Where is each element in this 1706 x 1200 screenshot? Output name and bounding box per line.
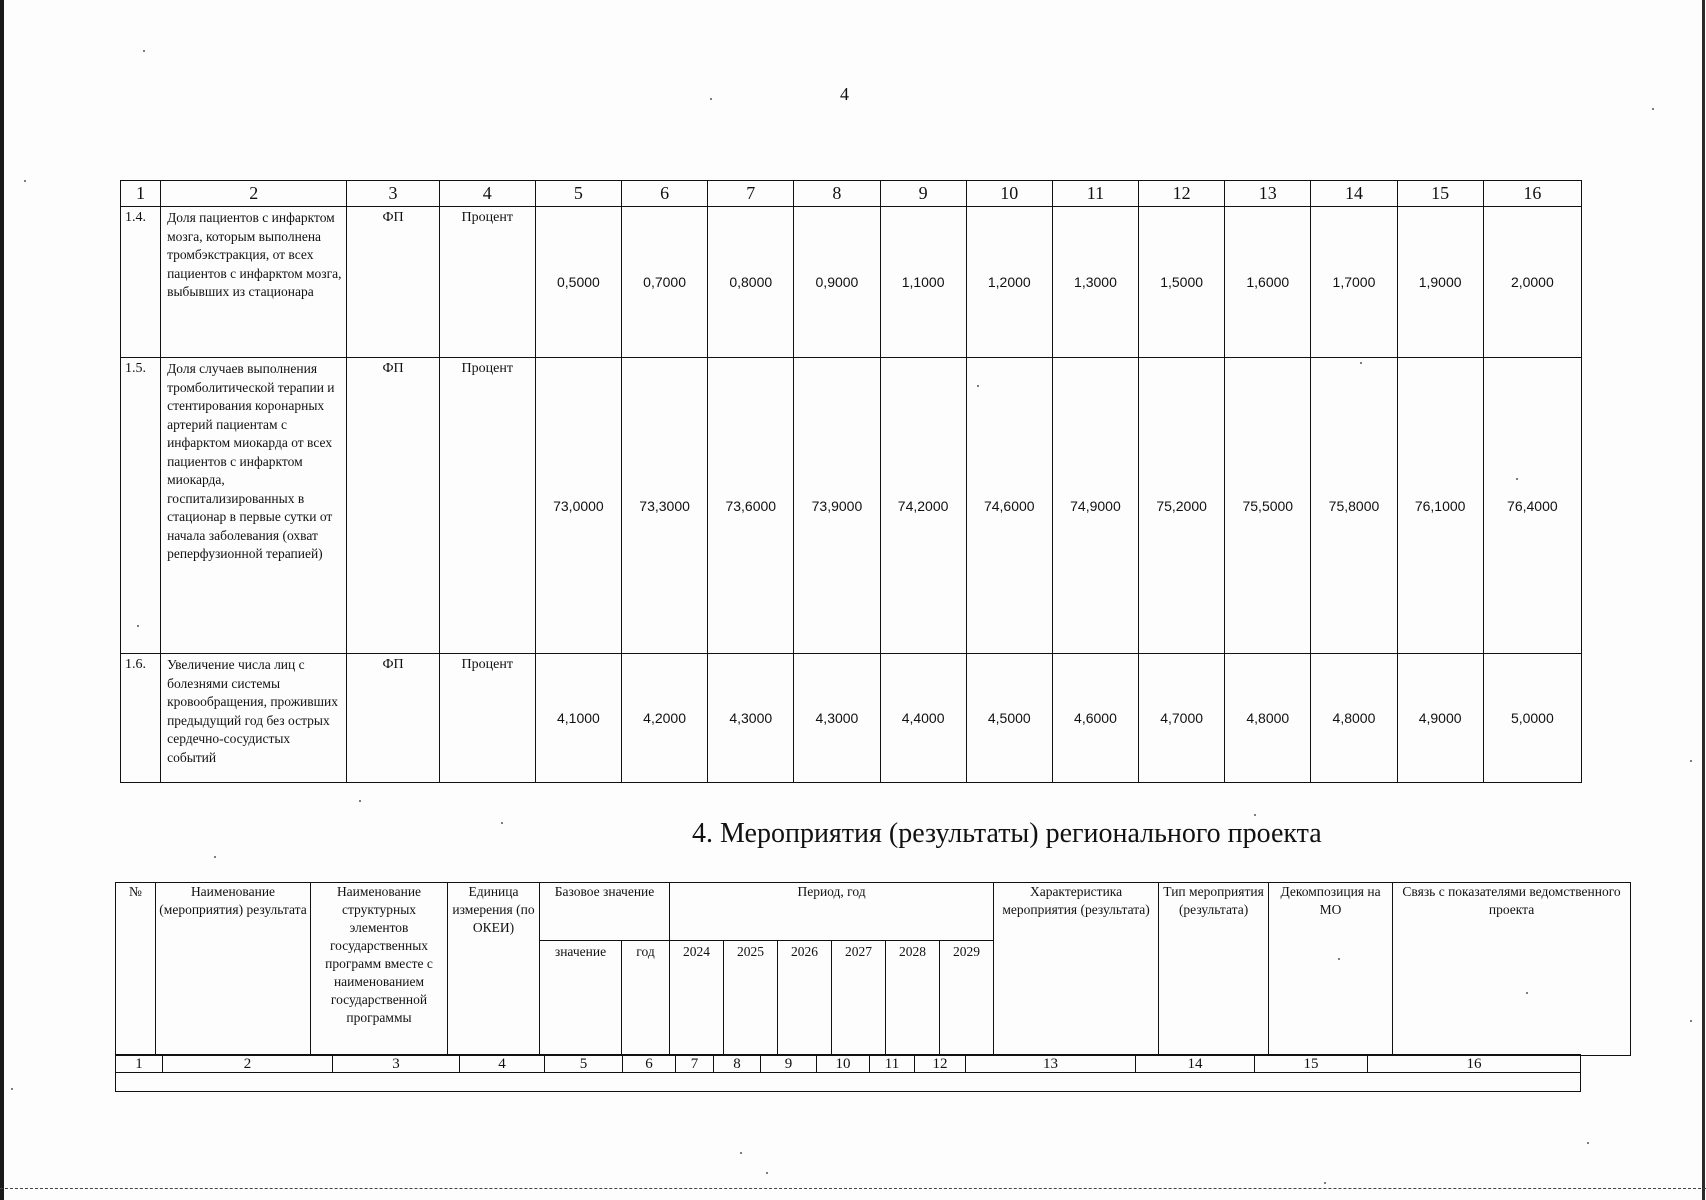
column-number: 15 xyxy=(1397,181,1483,207)
column-number: 6 xyxy=(622,181,708,207)
row-number: 1.6. xyxy=(121,654,161,783)
column-number: 8 xyxy=(794,181,880,207)
indicator-unit: Процент xyxy=(439,358,535,654)
header-characteristic: Характеристика мероприятия (результата) xyxy=(994,883,1159,1056)
indicator-value: 4,1000 xyxy=(535,654,621,783)
empty-cell xyxy=(116,1073,1581,1092)
column-number: 3 xyxy=(347,181,439,207)
column-number: 11 xyxy=(870,1055,915,1073)
indicator-value: 1,2000 xyxy=(966,207,1052,358)
indicator-value: 4,7000 xyxy=(1139,654,1225,783)
indicator-value: 4,5000 xyxy=(966,654,1052,783)
indicator-source: ФП xyxy=(347,358,439,654)
column-number: 14 xyxy=(1311,181,1397,207)
indicator-value: 4,2000 xyxy=(622,654,708,783)
activities-number-strip xyxy=(115,1054,1581,1092)
indicator-value: 1,7000 xyxy=(1311,207,1397,358)
indicator-value: 0,5000 xyxy=(535,207,621,358)
column-number: 12 xyxy=(915,1055,966,1073)
indicator-value: 4,3000 xyxy=(708,654,794,783)
indicator-value: 76,1000 xyxy=(1397,358,1483,654)
column-number: 10 xyxy=(817,1055,870,1073)
indicator-value: 1,5000 xyxy=(1139,207,1225,358)
indicator-value: 73,6000 xyxy=(708,358,794,654)
indicator-row-1-4 xyxy=(121,207,1582,358)
indicator-value: 74,2000 xyxy=(880,358,966,654)
indicator-value: 0,9000 xyxy=(794,207,880,358)
column-number: 4 xyxy=(460,1055,545,1073)
indicator-row-1-6 xyxy=(121,654,1582,783)
column-number: 12 xyxy=(1139,181,1225,207)
column-number: 9 xyxy=(761,1055,817,1073)
header-year: 2025 xyxy=(724,941,778,1056)
column-number: 13 xyxy=(966,1055,1136,1073)
column-number: 16 xyxy=(1483,181,1581,207)
page-number: 4 xyxy=(840,84,849,104)
indicator-source: ФП xyxy=(347,654,439,783)
indicator-value: 4,9000 xyxy=(1397,654,1483,783)
column-number-row xyxy=(121,181,1582,207)
indicator-name: Увеличение числа лиц с болезнями системы кровообращения, проживших предыдущий год без острых сердечно-сосудистых событий xyxy=(161,654,347,783)
column-number: 7 xyxy=(676,1055,714,1073)
row-number: 1.5. xyxy=(121,358,161,654)
indicator-value: 1,9000 xyxy=(1397,207,1483,358)
column-number: 5 xyxy=(535,181,621,207)
column-number: 15 xyxy=(1255,1055,1368,1073)
indicator-value: 74,9000 xyxy=(1052,358,1138,654)
indicator-unit: Процент xyxy=(439,654,535,783)
activities-header-row xyxy=(116,883,1631,941)
column-number: 6 xyxy=(623,1055,676,1073)
header-year: 2027 xyxy=(832,941,886,1056)
indicator-value: 73,9000 xyxy=(794,358,880,654)
indicator-row-1-5 xyxy=(121,358,1582,654)
indicator-value: 4,3000 xyxy=(794,654,880,783)
header-year: 2024 xyxy=(670,941,724,1056)
header-base-value-year: год xyxy=(622,941,670,1056)
column-number: 9 xyxy=(880,181,966,207)
column-number: 2 xyxy=(163,1055,333,1073)
activities-column-number-row xyxy=(116,1055,1581,1073)
indicator-value: 73,0000 xyxy=(535,358,621,654)
indicator-value: 1,6000 xyxy=(1225,207,1311,358)
indicator-value: 75,2000 xyxy=(1139,358,1225,654)
indicator-name: Доля пациентов с инфарктом мозга, которым выполнена тромбэкстракция, от всех пациентов с инфарктом мозга, выбывших из стационара xyxy=(161,207,347,358)
indicator-value: 0,7000 xyxy=(622,207,708,358)
column-number: 1 xyxy=(121,181,161,207)
header-year: 2029 xyxy=(940,941,994,1056)
column-number: 16 xyxy=(1368,1055,1581,1073)
indicator-value: 73,3000 xyxy=(622,358,708,654)
header-unit: Единица измерения (по ОКЕИ) xyxy=(448,883,540,1056)
indicator-value: 74,6000 xyxy=(966,358,1052,654)
column-number: 1 xyxy=(116,1055,163,1073)
indicator-value: 4,6000 xyxy=(1052,654,1138,783)
indicator-value: 2,0000 xyxy=(1483,207,1581,358)
column-number: 4 xyxy=(439,181,535,207)
indicator-name: Доля случаев выполнения тромболитической терапии и стентирования коронарных артерий пациентам с инфарктом миокарда от всех пациентов с инфарктом миокарда, госпитализированных в стационар в первые сутки от начала заболевания (охват реперфузионной терапией) xyxy=(161,358,347,654)
header-number: № xyxy=(116,883,156,1056)
indicator-value: 75,8000 xyxy=(1311,358,1397,654)
indicator-value: 76,4000 xyxy=(1483,358,1581,654)
header-link: Связь с показателями ведомственного проекта xyxy=(1393,883,1631,1056)
indicator-value: 4,8000 xyxy=(1225,654,1311,783)
indicator-value: 4,8000 xyxy=(1311,654,1397,783)
indicator-value: 5,0000 xyxy=(1483,654,1581,783)
header-type: Тип мероприятия (результата) xyxy=(1159,883,1269,1056)
empty-row xyxy=(116,1073,1581,1092)
column-number: 10 xyxy=(966,181,1052,207)
header-base-value: Базовое значение xyxy=(540,883,670,941)
column-number: 5 xyxy=(545,1055,623,1073)
indicator-unit: Процент xyxy=(439,207,535,358)
scan-bottom-line xyxy=(0,1188,1706,1190)
column-number: 13 xyxy=(1225,181,1311,207)
column-number: 7 xyxy=(708,181,794,207)
header-base-value-value: значение xyxy=(540,941,622,1056)
row-number: 1.4. xyxy=(121,207,161,358)
indicator-value: 1,1000 xyxy=(880,207,966,358)
indicator-value: 4,4000 xyxy=(880,654,966,783)
header-result-name: Наименование (мероприятия) результата xyxy=(156,883,311,1056)
section-title: 4. Мероприятия (результаты) регионального проекта xyxy=(692,818,1322,849)
indicator-value: 75,5000 xyxy=(1225,358,1311,654)
header-year: 2026 xyxy=(778,941,832,1056)
header-structural-elements: Наименование структурных элементов государственных программ вместе с наименованием государственной программы xyxy=(311,883,448,1056)
column-number: 2 xyxy=(161,181,347,207)
scan-edge-left xyxy=(0,0,4,1200)
scan-edge-right xyxy=(1702,0,1705,1200)
header-decomposition: Декомпозиция на МО xyxy=(1269,883,1393,1056)
indicators-table xyxy=(120,180,1582,783)
column-number: 3 xyxy=(333,1055,460,1073)
indicator-source: ФП xyxy=(347,207,439,358)
header-period: Период, год xyxy=(670,883,994,941)
indicator-value: 0,8000 xyxy=(708,207,794,358)
header-year: 2028 xyxy=(886,941,940,1056)
column-number: 11 xyxy=(1052,181,1138,207)
column-number: 8 xyxy=(714,1055,761,1073)
indicator-value: 1,3000 xyxy=(1052,207,1138,358)
column-number: 14 xyxy=(1136,1055,1255,1073)
activities-table xyxy=(115,882,1631,1056)
